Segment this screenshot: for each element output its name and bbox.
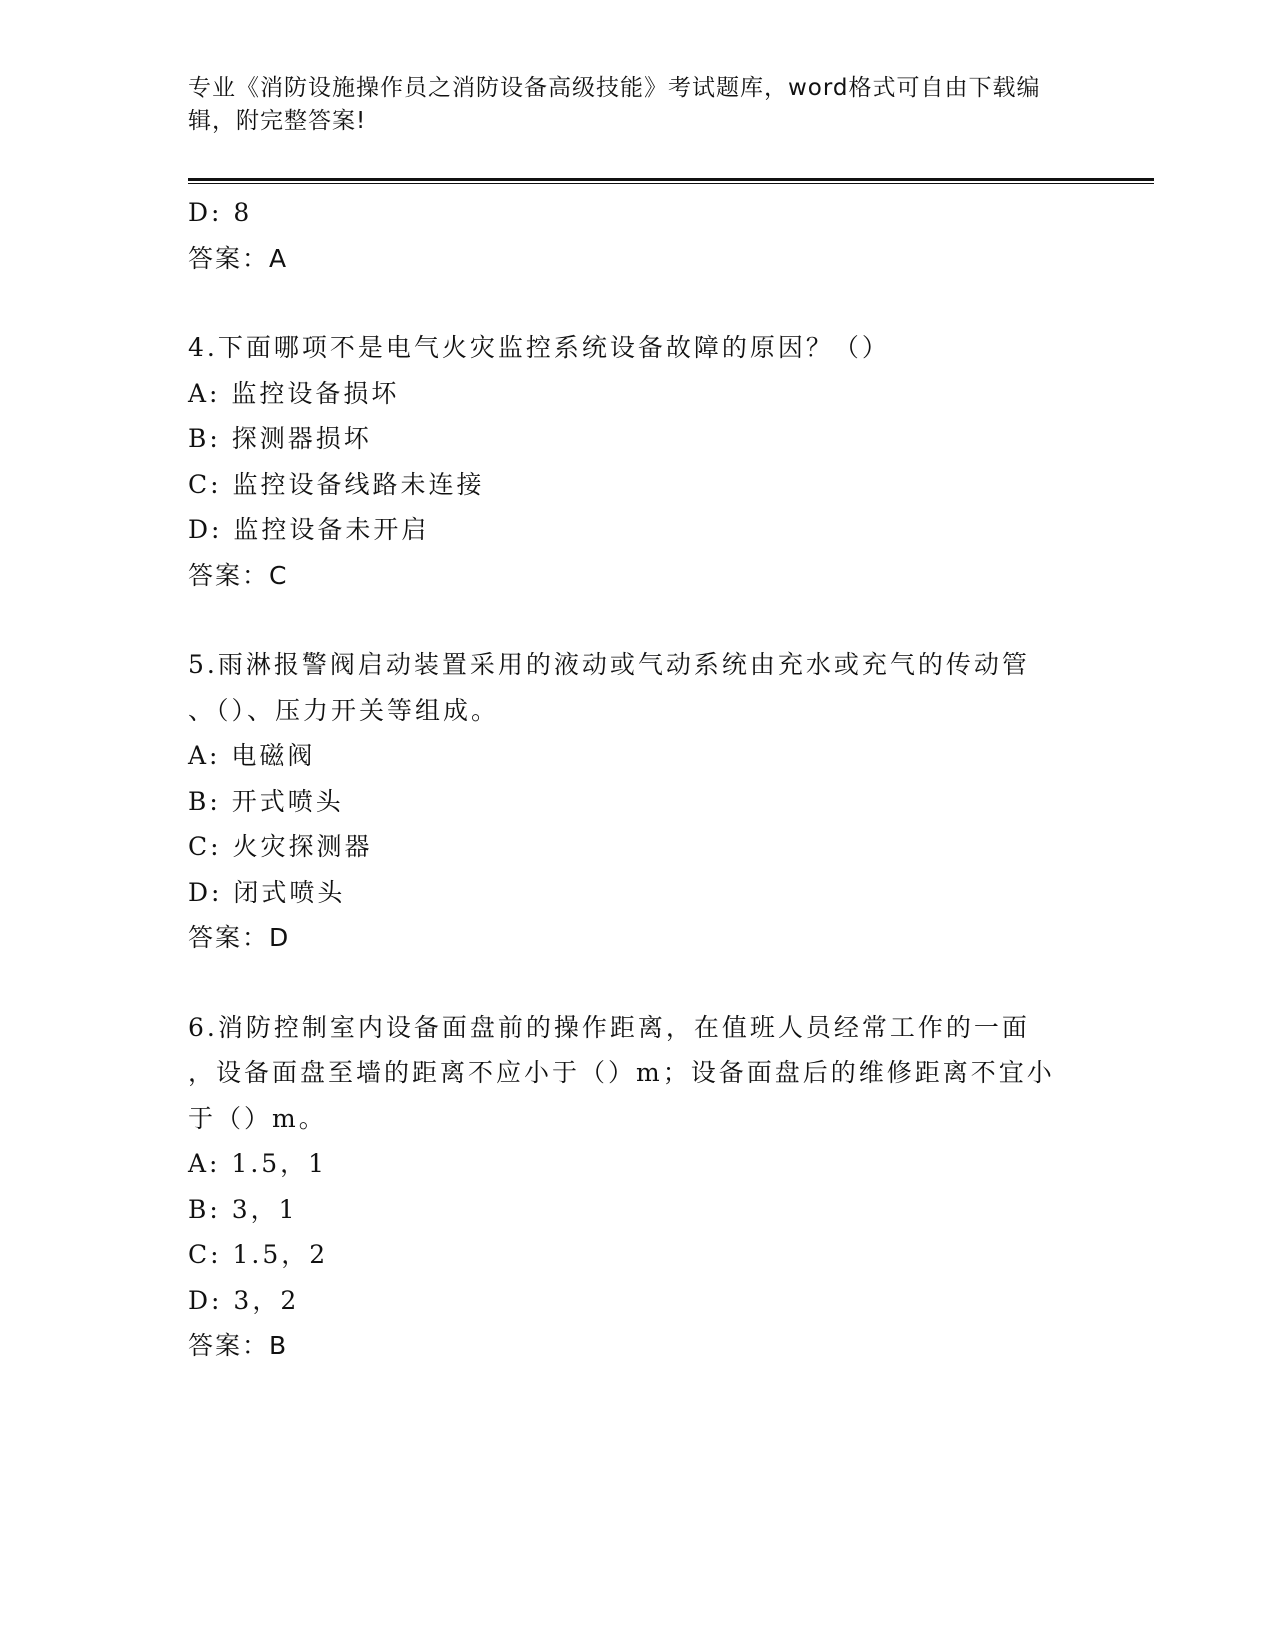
option-c: C: 1.5，2	[188, 1240, 329, 1269]
option-a: A: 1.5，1	[188, 1149, 328, 1178]
question-stem-line: ，设备面盘至墙的距离不应小于（）m；设备面盘后的维修距离不宜小	[188, 1058, 1055, 1087]
header-divider-thin	[188, 183, 1154, 184]
question-6	[188, 1005, 1108, 1369]
option-d: D: 监控设备未开启	[188, 515, 430, 544]
question-stem	[188, 1005, 1108, 1142]
answer-line: 答案：A	[188, 243, 289, 273]
spacer	[188, 281, 1108, 325]
question-4	[188, 325, 1108, 598]
question-stem	[188, 325, 1108, 371]
answer-line: 答案：B	[188, 1331, 289, 1360]
question-list	[188, 190, 1108, 1369]
question-3-tail	[188, 190, 1108, 281]
question-stem-line: 5.雨淋报警阀启动装置采用的液动或气动系统由充水或充气的传动管	[188, 650, 1030, 679]
document-header	[188, 72, 1068, 138]
question-stem-line: 6.消防控制室内设备面盘前的操作距离，在值班人员经常工作的一面	[188, 1012, 1030, 1042]
option-a: A: 电磁阀	[188, 741, 316, 770]
option-c: C: 监控设备线路未连接	[188, 469, 485, 499]
question-5	[188, 642, 1108, 961]
spacer	[188, 598, 1108, 642]
question-stem-line: 、（）、压力开关等组成。	[188, 695, 500, 725]
option-d: D: 8	[188, 198, 253, 227]
answer-line: 答案：D	[188, 923, 291, 952]
header-divider-thick	[188, 178, 1154, 181]
option-a: A: 监控设备损坏	[188, 378, 400, 408]
question-stem-line: 4.下面哪项不是电气火灾监控系统设备故障的原因？（）	[188, 333, 890, 362]
question-stem	[188, 642, 1108, 733]
option-d: D: 闭式喷头	[188, 877, 346, 907]
spacer	[188, 961, 1108, 1005]
answer-line: 答案：C	[188, 560, 289, 590]
option-b: B: 3，1	[188, 1194, 298, 1224]
option-b: B: 探测器损坏	[188, 424, 372, 453]
option-c: C: 火灾探测器	[188, 832, 373, 861]
header-line-2: 辑，附完整答案!	[188, 108, 367, 134]
option-d: D: 3，2	[188, 1285, 300, 1315]
question-stem-line: 于（）m。	[188, 1103, 327, 1133]
header-line-1: 专业《消防设施操作员之消防设备高级技能》考试题库，word格式可自由下载编	[188, 75, 1041, 101]
option-b: B: 开式喷头	[188, 786, 344, 816]
